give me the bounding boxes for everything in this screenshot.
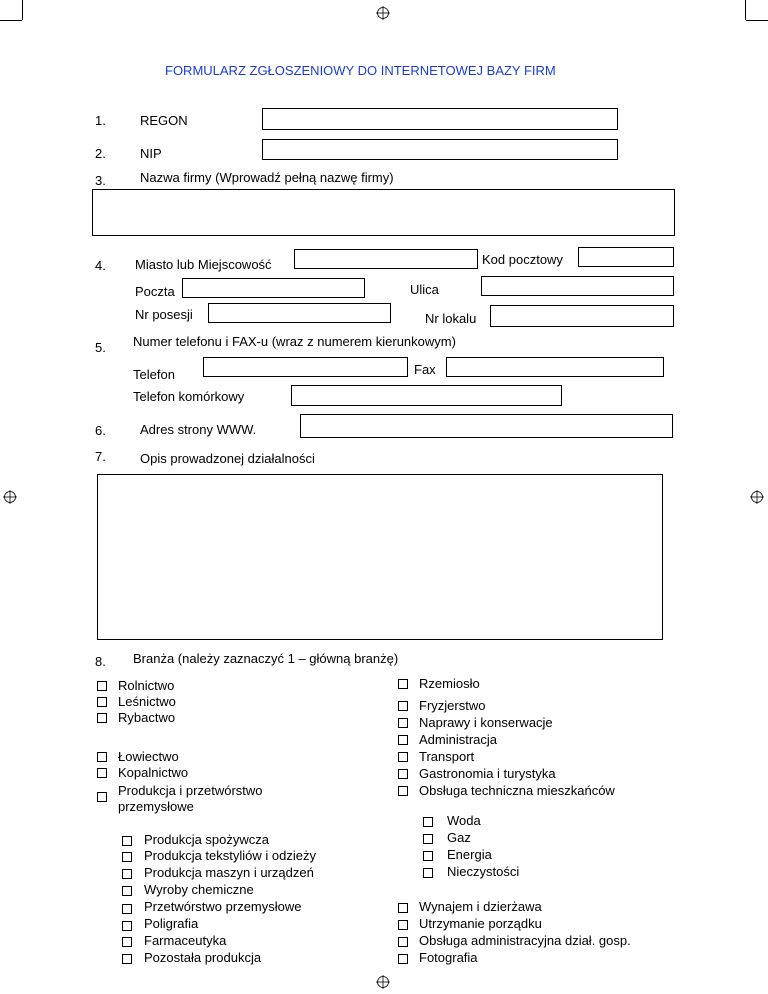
registration-target-icon bbox=[3, 490, 17, 504]
house-number-label: Nr posesji bbox=[135, 307, 193, 322]
q1-number: 1. bbox=[95, 113, 106, 128]
checkbox-woda[interactable] bbox=[423, 817, 433, 827]
checkbox-wynajem[interactable] bbox=[398, 903, 408, 913]
option-label: Łowiectwo bbox=[118, 749, 179, 764]
checkbox-rolnictwo[interactable] bbox=[97, 681, 107, 691]
mobile-label: Telefon komórkowy bbox=[133, 389, 245, 404]
checkbox-produkcja-tekstyliow[interactable] bbox=[122, 852, 132, 862]
crop-mark bbox=[0, 20, 22, 21]
street-label: Ulica bbox=[410, 282, 439, 297]
option-label: Produkcja maszyn i urządzeń bbox=[144, 865, 314, 880]
checkbox-rybactwo[interactable] bbox=[97, 713, 107, 723]
post-office-input[interactable] bbox=[182, 278, 365, 298]
flat-number-input[interactable] bbox=[490, 305, 674, 327]
option-label: Fryzjerstwo bbox=[419, 698, 486, 713]
option-label: Utrzymanie porządku bbox=[419, 916, 542, 931]
fax-label: Fax bbox=[414, 362, 436, 377]
option-label: Gaz bbox=[447, 830, 471, 845]
option-label: Przetwórstwo przemysłowe bbox=[144, 899, 302, 914]
checkbox-kopalnictwo[interactable] bbox=[97, 768, 107, 778]
city-label: Miasto lub Miejscowość bbox=[135, 257, 272, 272]
q7-number: 7. bbox=[95, 449, 106, 464]
registration-target-icon bbox=[376, 6, 390, 20]
option-label: Wyroby chemiczne bbox=[144, 882, 254, 897]
checkbox-transport[interactable] bbox=[398, 752, 408, 762]
checkbox-lesnictwo[interactable] bbox=[97, 697, 107, 707]
mobile-input[interactable] bbox=[291, 385, 562, 406]
phone-section-label: Numer telefonu i FAX-u (wraz z numerem kierunkowym) bbox=[133, 334, 456, 349]
company-name-label: Nazwa firmy (Wprowadź pełną nazwę firmy) bbox=[140, 170, 394, 185]
nip-label: NIP bbox=[140, 146, 162, 161]
house-number-input[interactable] bbox=[208, 303, 391, 323]
postcode-input[interactable] bbox=[578, 247, 674, 267]
checkbox-lowiectwo[interactable] bbox=[97, 752, 107, 762]
regon-label: REGON bbox=[140, 113, 188, 128]
option-label: Fotografia bbox=[419, 950, 478, 965]
checkbox-naprawy[interactable] bbox=[398, 718, 408, 728]
option-label: Produkcja spożywcza bbox=[144, 832, 269, 847]
option-label: Produkcja i przetwórstwo bbox=[118, 783, 263, 798]
option-label: Obsługa administracyjna dział. gosp. bbox=[419, 933, 631, 948]
regon-input[interactable] bbox=[262, 108, 618, 130]
nip-input[interactable] bbox=[262, 139, 618, 160]
checkbox-produkcja-spozywcza[interactable] bbox=[122, 836, 132, 846]
registration-target-icon bbox=[750, 490, 764, 504]
checkbox-gastronomia[interactable] bbox=[398, 769, 408, 779]
post-office-label: Poczta bbox=[135, 284, 175, 299]
q8-number: 8. bbox=[95, 654, 106, 669]
option-label: Poligrafia bbox=[144, 916, 199, 931]
option-label: Farmaceutyka bbox=[144, 933, 227, 948]
option-label: Pozostała produkcja bbox=[144, 950, 262, 965]
crop-mark bbox=[746, 20, 768, 21]
website-label: Adres strony WWW. bbox=[140, 422, 257, 437]
flat-number-label: Nr lokalu bbox=[425, 311, 477, 326]
city-input[interactable] bbox=[294, 249, 478, 269]
fax-input[interactable] bbox=[446, 357, 664, 377]
checkbox-nieczystosci[interactable] bbox=[423, 868, 433, 878]
checkbox-produkcja-maszyn[interactable] bbox=[122, 869, 132, 879]
q5-number: 5. bbox=[95, 340, 106, 355]
checkbox-przetworstwo-przemyslowe[interactable] bbox=[122, 904, 132, 914]
option-label: Kopalnictwo bbox=[118, 765, 189, 780]
q6-number: 6. bbox=[95, 423, 106, 438]
q3-number: 3. bbox=[95, 173, 106, 188]
checkbox-fotografia[interactable] bbox=[398, 954, 408, 964]
checkbox-gaz[interactable] bbox=[423, 834, 433, 844]
checkbox-obsluga-techniczna[interactable] bbox=[398, 786, 408, 796]
option-label: Produkcja tekstyliów i odzieży bbox=[144, 848, 316, 863]
option-label: przemysłowe bbox=[118, 799, 194, 814]
option-label: Rybactwo bbox=[118, 710, 176, 725]
checkbox-rzemioslo[interactable] bbox=[398, 679, 408, 689]
option-label: Rolnictwo bbox=[118, 678, 175, 693]
option-label: Rzemiosło bbox=[419, 676, 480, 691]
q2-number: 2. bbox=[95, 146, 106, 161]
checkbox-energia[interactable] bbox=[423, 851, 433, 861]
option-label: Energia bbox=[447, 847, 492, 862]
checkbox-produkcja-przetworstwo[interactable] bbox=[97, 792, 107, 802]
option-label: Woda bbox=[447, 813, 481, 828]
checkbox-pozostala-produkcja[interactable] bbox=[122, 954, 132, 964]
industry-label: Branża (należy zaznaczyć 1 – główną branżę) bbox=[133, 651, 399, 666]
phone-input[interactable] bbox=[203, 357, 408, 377]
checkbox-utrzymanie-porzadku[interactable] bbox=[398, 920, 408, 930]
postcode-label: Kod pocztowy bbox=[482, 252, 563, 267]
option-label: Obsługa techniczna mieszkańców bbox=[419, 783, 615, 798]
company-name-input[interactable] bbox=[92, 189, 675, 236]
checkbox-farmaceutyka[interactable] bbox=[122, 937, 132, 947]
form-title: FORMULARZ ZGŁOSZENIOWY DO INTERNETOWEJ BAZY FIRM bbox=[165, 63, 556, 78]
option-label: Nieczystości bbox=[447, 864, 520, 879]
option-label: Administracja bbox=[419, 732, 498, 747]
checkbox-poligrafia[interactable] bbox=[122, 921, 132, 931]
checkbox-obsluga-administracyjna[interactable] bbox=[398, 937, 408, 947]
phone-label: Telefon bbox=[133, 367, 175, 382]
option-label: Gastronomia i turystyka bbox=[419, 766, 556, 781]
checkbox-wyroby-chemiczne[interactable] bbox=[122, 886, 132, 896]
option-label: Leśnictwo bbox=[118, 694, 176, 709]
q4-number: 4. bbox=[95, 258, 106, 273]
registration-target-icon bbox=[376, 975, 390, 989]
checkbox-fryzjerstwo[interactable] bbox=[398, 701, 408, 711]
description-input[interactable] bbox=[97, 474, 663, 640]
website-input[interactable] bbox=[300, 414, 673, 438]
option-label: Naprawy i konserwacje bbox=[419, 715, 553, 730]
option-label: Transport bbox=[419, 749, 475, 764]
description-label: Opis prowadzonej działalności bbox=[140, 451, 315, 466]
street-input[interactable] bbox=[481, 276, 674, 296]
crop-mark bbox=[745, 0, 746, 20]
checkbox-administracja[interactable] bbox=[398, 735, 408, 745]
crop-mark bbox=[22, 0, 23, 20]
option-label: Wynajem i dzierżawa bbox=[419, 899, 542, 914]
